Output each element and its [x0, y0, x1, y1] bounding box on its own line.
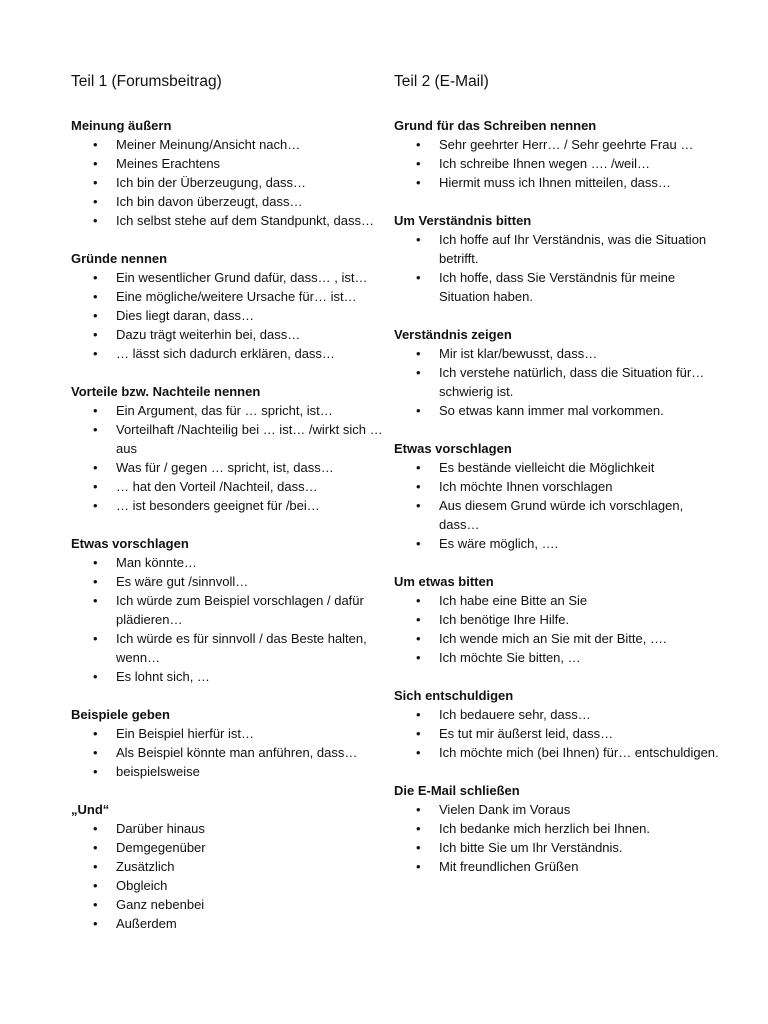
- phrase-list-item: • Ein Argument, das für … spricht, ist…: [71, 401, 391, 420]
- phrase-list-item: • Eine mögliche/weitere Ursache für… ist…: [71, 287, 391, 306]
- phrase-list-item: • Es wäre möglich, ….: [394, 534, 724, 553]
- phrase-list: [394, 800, 724, 876]
- phrase-list-item: • Demgegenüber: [71, 838, 391, 857]
- section: [71, 249, 391, 363]
- phrase-list: [71, 819, 391, 933]
- phrase-list-item: • beispielsweise: [71, 762, 391, 781]
- section: [71, 382, 391, 515]
- phrase-list-item: • Außerdem: [71, 914, 391, 933]
- phrase-list-item: • Dies liegt daran, dass…: [71, 306, 391, 325]
- phrase-list-item: • … hat den Vorteil /Nachteil, dass…: [71, 477, 391, 496]
- section: [394, 116, 724, 192]
- phrase-list: [394, 344, 724, 420]
- column-teil-1: [71, 72, 391, 952]
- section-list: [71, 116, 391, 933]
- section: [394, 211, 724, 306]
- phrase-list-item: • Ich hoffe, dass Sie Verständnis für meine Situation haben.: [394, 268, 724, 306]
- phrase-list-item: • Ich bin der Überzeugung, dass…: [71, 173, 391, 192]
- phrase-list: [394, 230, 724, 306]
- phrase-list-item: • Vielen Dank im Voraus: [394, 800, 724, 819]
- phrase-list-item: • Hiermit muss ich Ihnen mitteilen, dass…: [394, 173, 724, 192]
- section-heading: Vorteile bzw. Nachteile nennen: [71, 384, 261, 399]
- phrase-list: [71, 401, 391, 515]
- section: [394, 572, 724, 667]
- phrase-list-item: • Als Beispiel könnte man anführen, dass…: [71, 743, 391, 762]
- section-list: [394, 116, 724, 876]
- phrase-list-item: • Ich selbst stehe auf dem Standpunkt, dass…: [71, 211, 391, 230]
- section-heading: Grund für das Schreiben nennen: [394, 118, 597, 133]
- phrase-list-item: • Es wäre gut /sinnvoll…: [71, 572, 391, 591]
- phrase-list-item: • Ich möchte mich (bei Ihnen) für… entschuldigen.: [394, 743, 724, 762]
- phrase-list-item: • Obgleich: [71, 876, 391, 895]
- phrase-list-item: • Ich würde zum Beispiel vorschlagen / dafür plädieren…: [71, 591, 391, 629]
- phrase-list-item: • Ich bedanke mich herzlich bei Ihnen.: [394, 819, 724, 838]
- section: [394, 325, 724, 420]
- phrase-list-item: • Sehr geehrter Herr… / Sehr geehrte Frau …: [394, 135, 724, 154]
- phrase-list-item: • So etwas kann immer mal vorkommen.: [394, 401, 724, 420]
- section: [71, 116, 391, 230]
- section-heading: Sich entschuldigen: [394, 688, 514, 703]
- phrase-list-item: • Ich verstehe natürlich, dass die Situation für… schwierig ist.: [394, 363, 724, 401]
- phrase-list: [71, 724, 391, 781]
- phrase-list-item: • Ich möchte Sie bitten, …: [394, 648, 724, 667]
- phrase-list-item: • Ich habe eine Bitte an Sie: [394, 591, 724, 610]
- phrase-list-item: • Ich bin davon überzeugt, dass…: [71, 192, 391, 211]
- phrase-list-item: • Ein Beispiel hierfür ist…: [71, 724, 391, 743]
- phrase-list-item: • Ich würde es für sinnvoll / das Beste halten, wenn…: [71, 629, 391, 667]
- section-heading: Etwas vorschlagen: [394, 441, 512, 456]
- phrase-list: [71, 553, 391, 686]
- section: [394, 439, 724, 553]
- phrase-list-item: • Meiner Meinung/Ansicht nach…: [71, 135, 391, 154]
- phrase-list-item: • Ich schreibe Ihnen wegen …. /weil…: [394, 154, 724, 173]
- section: [71, 705, 391, 781]
- section: [71, 800, 391, 933]
- phrase-list-item: • Es tut mir äußerst leid, dass…: [394, 724, 724, 743]
- phrase-list: [71, 135, 391, 230]
- section-heading: Um etwas bitten: [394, 574, 494, 589]
- section-heading: Beispiele geben: [71, 707, 170, 722]
- phrase-list-item: • Darüber hinaus: [71, 819, 391, 838]
- phrase-list-item: • … ist besonders geeignet für /bei…: [71, 496, 391, 515]
- section-heading: „Und“: [71, 802, 110, 817]
- phrase-list-item: • Vorteilhaft /Nachteilig bei … ist… /wirkt sich … aus: [71, 420, 391, 458]
- column-title: Teil 2 (E-Mail): [394, 73, 489, 90]
- phrase-list-item: • Was für / gegen … spricht, ist, dass…: [71, 458, 391, 477]
- phrase-list-item: • Ganz nebenbei: [71, 895, 391, 914]
- section-heading: Gründe nennen: [71, 251, 168, 266]
- phrase-list-item: • Es lohnt sich, …: [71, 667, 391, 686]
- phrase-list-item: • Aus diesem Grund würde ich vorschlagen, dass…: [394, 496, 724, 534]
- section-heading: Verständnis zeigen: [394, 327, 512, 342]
- phrase-list-item: • Mit freundlichen Grüßen: [394, 857, 724, 876]
- phrase-list-item: • Ich bitte Sie um Ihr Verständnis.: [394, 838, 724, 857]
- phrase-list: [394, 591, 724, 667]
- column-title: Teil 1 (Forumsbeitrag): [71, 73, 222, 90]
- phrase-list: [71, 268, 391, 363]
- phrase-list-item: • Ich benötige Ihre Hilfe.: [394, 610, 724, 629]
- phrase-list: [394, 135, 724, 192]
- phrase-list: [394, 705, 724, 762]
- phrase-list-item: • Ich möchte Ihnen vorschlagen: [394, 477, 724, 496]
- phrase-list-item: • Mir ist klar/bewusst, dass…: [394, 344, 724, 363]
- section-heading: Um Verständnis bitten: [394, 213, 532, 228]
- phrase-list-item: • Man könnte…: [71, 553, 391, 572]
- phrase-list-item: • Ich wende mich an Sie mit der Bitte, ….: [394, 629, 724, 648]
- section-heading: Etwas vorschlagen: [71, 536, 189, 551]
- phrase-list-item: • Dazu trägt weiterhin bei, dass…: [71, 325, 391, 344]
- section: [394, 781, 724, 876]
- section-heading: Die E-Mail schließen: [394, 783, 520, 798]
- section: [394, 686, 724, 762]
- phrase-list: [394, 458, 724, 553]
- phrase-list-item: • Ich hoffe auf Ihr Verständnis, was die Situation betrifft.: [394, 230, 724, 268]
- phrase-list-item: • Ich bedauere sehr, dass…: [394, 705, 724, 724]
- section-heading: Meinung äußern: [71, 118, 172, 133]
- phrase-list-item: • Es bestände vielleicht die Möglichkeit: [394, 458, 724, 477]
- column-teil-2: [394, 72, 724, 895]
- phrase-list-item: • Zusätzlich: [71, 857, 391, 876]
- phrase-list-item: • … lässt sich dadurch erklären, dass…: [71, 344, 391, 363]
- section: [71, 534, 391, 686]
- phrase-list-item: • Meines Erachtens: [71, 154, 391, 173]
- phrase-list-item: • Ein wesentlicher Grund dafür, dass… , ist…: [71, 268, 391, 287]
